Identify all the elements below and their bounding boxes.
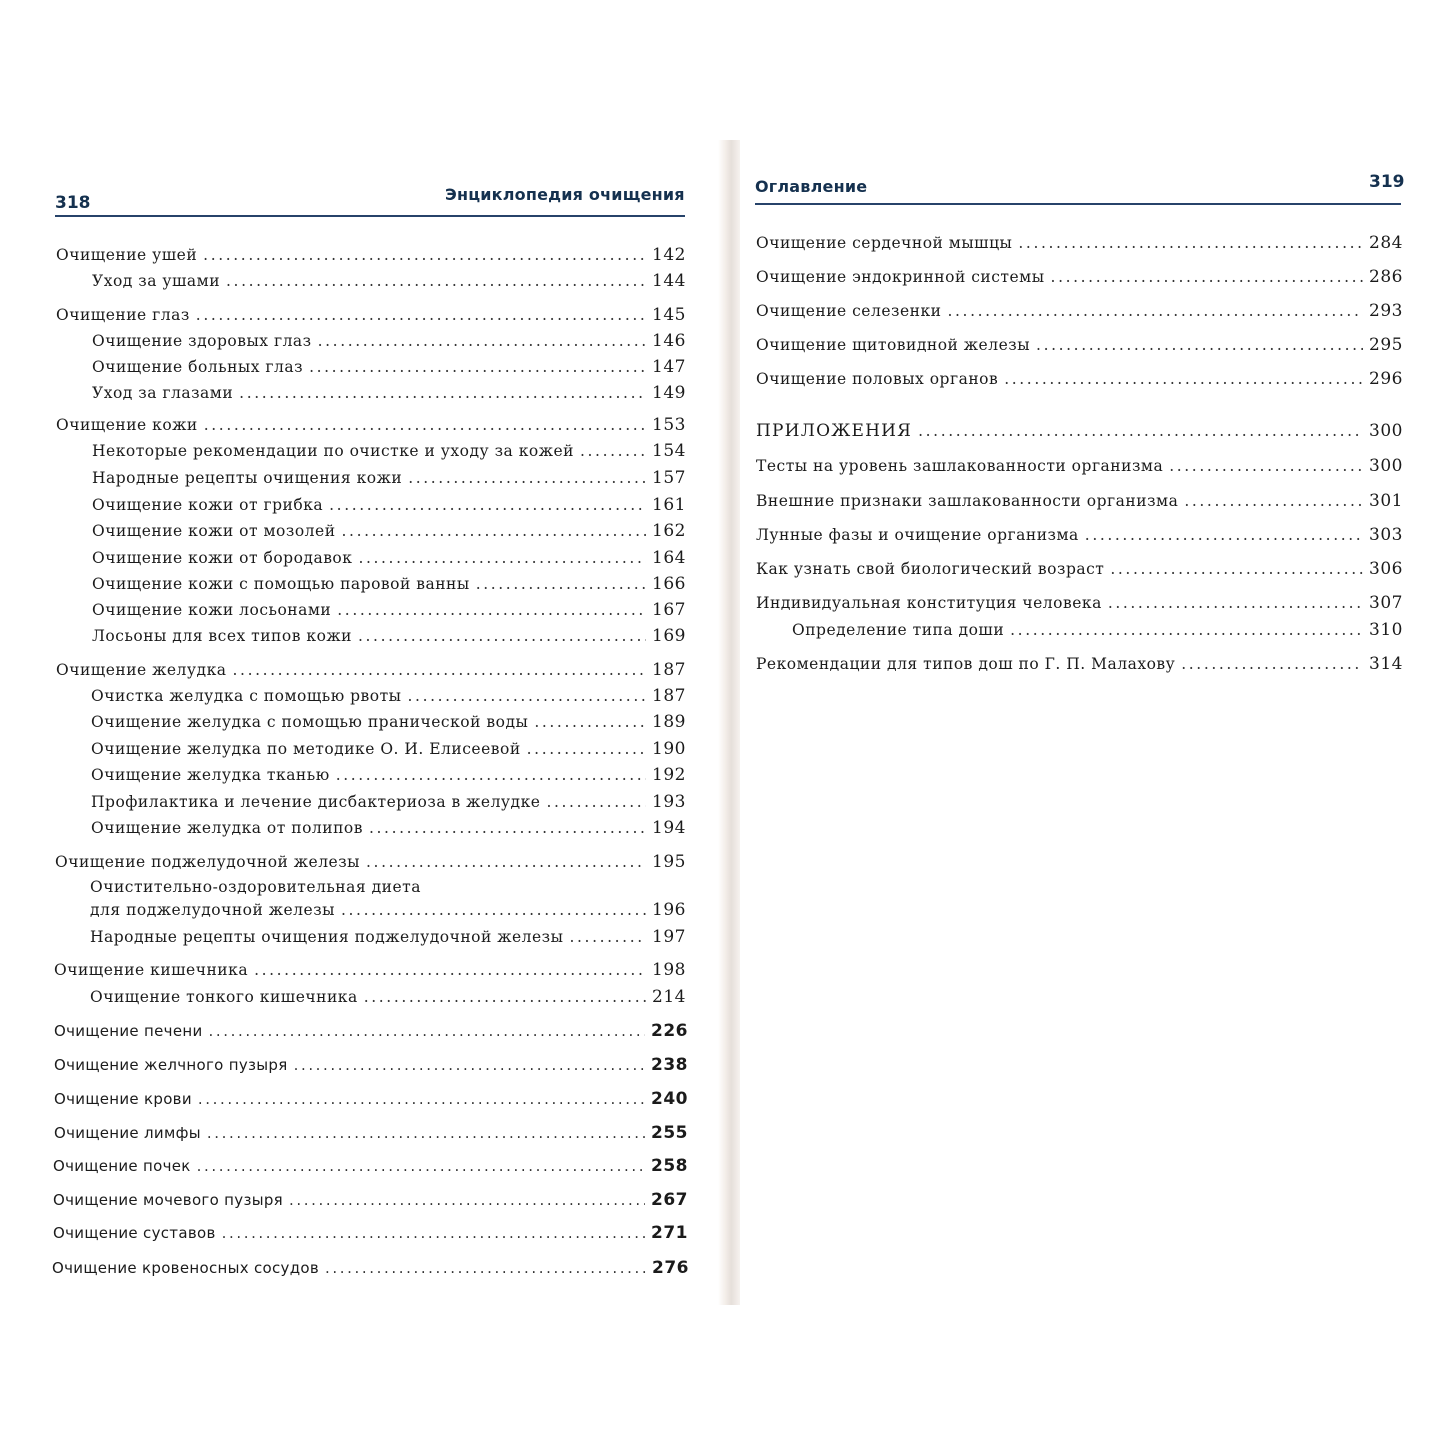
toc-entry-page: 258: [651, 1156, 688, 1176]
toc-entry-title: Очищение ушей: [56, 246, 198, 264]
toc-entry-title: Очищение кожи от бородавок: [92, 549, 353, 567]
toc-entry-title: Очищение мочевого пузыря: [53, 1191, 284, 1209]
leader-dots: [1169, 457, 1363, 475]
toc-entry-page: 296: [1369, 369, 1403, 389]
leader-dots: [534, 713, 646, 731]
toc-entry[interactable]: [92, 357, 686, 377]
toc-entry[interactable]: [54, 1089, 688, 1109]
toc-entry[interactable]: [91, 712, 686, 732]
toc-entry-title: Очищение почек: [53, 1157, 191, 1175]
toc-entry-page: 197: [652, 927, 686, 947]
leader-dots: [369, 819, 646, 837]
toc-entry-page: 293: [1369, 301, 1403, 321]
leader-dots: [341, 901, 646, 919]
toc-entry[interactable]: [91, 792, 686, 812]
toc-entry[interactable]: [90, 987, 686, 1007]
toc-entry-title: Очищение кожи от грибка: [92, 496, 324, 514]
toc-entry-title: Очищение сердечной мышцы: [756, 234, 1013, 252]
leader-dots: [1110, 560, 1363, 578]
toc-entry-title: Очищение кишечника: [54, 961, 249, 979]
leader-dots: [233, 661, 647, 679]
toc-entry-title: Очищение желудка с помощью пранической воды: [91, 713, 529, 731]
toc-entry-page: 295: [1369, 335, 1403, 355]
leader-dots: [1010, 621, 1363, 639]
leader-dots: [239, 384, 646, 402]
right-page: [722, 0, 1445, 1445]
toc-entry-page: 146: [652, 331, 686, 351]
leader-dots: [336, 766, 646, 784]
leader-dots: [1036, 336, 1363, 354]
toc-entry-page: 142: [652, 245, 686, 265]
toc-entry[interactable]: [54, 960, 686, 980]
toc-entry-title: Очищение кожи от мозолей: [92, 522, 336, 540]
toc-entry[interactable]: [56, 415, 686, 435]
leader-dots: [204, 416, 646, 434]
toc-entry-page: 226: [651, 1021, 688, 1041]
toc-entry-page: 154: [652, 441, 686, 461]
toc-entry[interactable]: [91, 739, 686, 759]
leader-dots: [546, 793, 646, 811]
toc-entry-page: 147: [652, 357, 686, 377]
toc-entry-page: 167: [652, 600, 686, 620]
toc-entry-page: 190: [652, 739, 686, 759]
toc-entry-title: Как узнать свой биологический возраст: [756, 560, 1105, 578]
leader-dots: [569, 928, 646, 946]
toc-entry-page: 157: [652, 468, 686, 488]
toc-entry-title: Очищение больных глаз: [92, 358, 304, 376]
toc-entry-page: 144: [652, 271, 686, 291]
toc-entry-page: 267: [651, 1190, 688, 1210]
toc-entry-title: Очищение глаз: [56, 306, 190, 324]
leader-dots: [408, 687, 647, 705]
toc-entry[interactable]: [756, 267, 1403, 287]
toc-entry-title: Некоторые рекомендации по очистке и уходу за кожей: [92, 442, 574, 460]
leader-dots: [197, 1157, 645, 1175]
toc-entry-page: 310: [1369, 620, 1403, 640]
right-header-rule: [755, 203, 1401, 205]
toc-entry-title: Очищение желчного пузыря: [54, 1056, 288, 1074]
toc-entry[interactable]: [756, 335, 1403, 355]
toc-entry-page: 166: [652, 574, 686, 594]
leader-dots: [318, 332, 646, 350]
toc-entry-page: 187: [652, 660, 686, 680]
toc-entry-title: Уход за ушами: [92, 272, 221, 290]
leader-dots: [1018, 234, 1363, 252]
toc-entry[interactable]: [56, 660, 686, 680]
toc-entry-page: 286: [1369, 267, 1403, 287]
leader-dots: [222, 1224, 645, 1242]
toc-entry[interactable]: [92, 468, 686, 488]
leader-dots: [209, 1022, 645, 1040]
toc-entry[interactable]: [756, 233, 1403, 253]
toc-entry-title: Очищение тонкого кишечника: [90, 988, 358, 1006]
toc-entry[interactable]: [92, 331, 686, 351]
toc-entry[interactable]: [756, 369, 1403, 389]
toc-entry-page: 195: [652, 852, 686, 872]
toc-entry-title: Очищение кровеносных сосудов: [52, 1259, 320, 1277]
toc-entry-title: Очищение желудка по методике О. И. Елисеевой: [91, 740, 521, 758]
leader-dots: [476, 575, 646, 593]
toc-entry-title: Очищение кожи: [56, 416, 198, 434]
toc-entry-title: Определение типа доши: [792, 621, 1005, 639]
toc-entry-page: 149: [652, 383, 686, 403]
toc-entry[interactable]: [92, 600, 686, 620]
toc-entry[interactable]: [53, 1156, 688, 1176]
toc-entry[interactable]: [54, 1055, 688, 1075]
toc-entry-page: 189: [652, 712, 686, 732]
toc-entry-page: 193: [652, 792, 686, 812]
toc-entry-title: Очищение печени: [54, 1022, 203, 1040]
toc-entry-page: 301: [1369, 491, 1403, 511]
toc-entry[interactable]: [92, 441, 686, 461]
toc-entry-page: 300: [1369, 456, 1403, 476]
toc-entry[interactable]: [92, 626, 686, 646]
leader-dots: [1108, 594, 1363, 612]
toc-entry-title: Уход за глазами: [92, 384, 234, 402]
leader-dots: [325, 1259, 646, 1277]
toc-entry[interactable]: [91, 818, 686, 838]
toc-entry-page: 240: [651, 1089, 688, 1109]
toc-section-title: ПРИЛОЖЕНИЯ: [756, 421, 913, 441]
toc-entry-title: Очищение суставов: [53, 1224, 216, 1242]
toc-entry-page: 164: [652, 548, 686, 568]
toc-entry-page: 192: [652, 765, 686, 785]
toc-entry[interactable]: [756, 491, 1403, 511]
toc-entry[interactable]: [756, 654, 1403, 674]
leader-dots: [1051, 268, 1364, 286]
toc-entry-title: Очищение желудка: [56, 661, 227, 679]
toc-entry-section[interactable]: [756, 421, 1403, 441]
toc-entry-page: 214: [652, 987, 686, 1007]
toc-entry-title: Очистка желудка с помощью рвоты: [91, 687, 402, 705]
toc-entry-title: Очищение половых органов: [756, 370, 999, 388]
toc-entry[interactable]: [53, 1223, 688, 1243]
toc-entry-title: Очищение кожи лосьонами: [92, 601, 332, 619]
toc-entry[interactable]: [756, 559, 1403, 579]
toc-entry-title: Очищение желудка тканью: [91, 766, 330, 784]
toc-entry[interactable]: [756, 456, 1403, 476]
leader-dots: [408, 469, 646, 487]
toc-entry-page: 284: [1369, 233, 1403, 253]
toc-entry-page: 276: [652, 1258, 689, 1278]
toc-entry-title: для поджелудочной железы: [90, 901, 335, 919]
leader-dots: [1184, 492, 1363, 510]
toc-entry[interactable]: [92, 383, 686, 403]
toc-entry-page: 306: [1369, 559, 1403, 579]
toc-entry-title: Очищение желудка от полипов: [91, 819, 363, 837]
leader-dots: [364, 988, 646, 1006]
toc-entry-title: Внешние признаки зашлакованности организма: [756, 492, 1179, 510]
toc-entry-page: 300: [1369, 421, 1403, 441]
right-page-number: 319: [1369, 172, 1405, 192]
toc-entry[interactable]: [56, 305, 686, 325]
toc-entry[interactable]: [756, 301, 1403, 321]
toc-entry-page: 314: [1369, 654, 1403, 674]
toc-entry-page: 187: [652, 686, 686, 706]
toc-entry[interactable]: [52, 1258, 689, 1278]
toc-entry-title: Очищение селезенки: [756, 302, 942, 320]
left-header-rule: [55, 215, 685, 217]
toc-entry[interactable]: [92, 521, 686, 541]
toc-entry[interactable]: [91, 686, 686, 706]
toc-entry-page: 153: [652, 415, 686, 435]
toc-entry-page: 194: [652, 818, 686, 838]
toc-entry-title: Очищение крови: [54, 1090, 192, 1108]
toc-entry-page: 162: [652, 521, 686, 541]
toc-entry-title: Тесты на уровень зашлакованности организма: [756, 457, 1164, 475]
leader-dots: [198, 1090, 645, 1108]
toc-entry-page: 196: [652, 900, 686, 920]
toc-entry-title-line1: Очистительно-оздоровительная диета: [90, 878, 421, 896]
toc-entry-page: 303: [1369, 525, 1403, 545]
toc-entry[interactable]: [90, 927, 686, 947]
toc-entry[interactable]: [92, 574, 686, 594]
toc-entry-title: Очищение лимфы: [54, 1124, 201, 1142]
toc-entry-title: Народные рецепты очищения поджелудочной железы: [90, 928, 564, 946]
leader-dots: [203, 246, 646, 264]
leader-dots: [527, 740, 646, 758]
left-running-title: Энциклопедия очищения: [445, 185, 685, 204]
leader-dots: [337, 601, 646, 619]
leader-dots: [358, 549, 646, 567]
toc-entry-title: Профилактика и лечение дисбактериоза в желудке: [91, 793, 541, 811]
toc-entry[interactable]: [90, 900, 686, 920]
toc-entry[interactable]: [92, 495, 686, 515]
toc-entry-title: Очищение щитовидной железы: [756, 336, 1031, 354]
toc-entry-title: Индивидуальная конституция человека: [756, 594, 1102, 612]
leader-dots: [1085, 526, 1363, 544]
leader-dots: [329, 496, 646, 514]
leader-dots: [289, 1191, 645, 1209]
toc-entry[interactable]: [56, 245, 686, 265]
leader-dots: [918, 422, 1363, 440]
leader-dots: [196, 306, 646, 324]
toc-entry[interactable]: [92, 548, 686, 568]
toc-entry-page: 161: [652, 495, 686, 515]
toc-entry-page: 145: [652, 305, 686, 325]
leader-dots: [358, 627, 646, 645]
leader-dots: [947, 302, 1363, 320]
leader-dots: [1004, 370, 1363, 388]
toc-entry-page: 255: [651, 1123, 688, 1143]
toc-entry-page: 238: [651, 1055, 688, 1075]
leader-dots: [342, 522, 647, 540]
leader-dots: [1181, 655, 1363, 673]
leader-dots: [294, 1056, 645, 1074]
toc-entry[interactable]: [756, 525, 1403, 545]
leader-dots: [226, 272, 646, 290]
toc-entry[interactable]: [53, 1190, 688, 1210]
toc-entry-title: Рекомендации для типов дош по Г. П. Малахову: [756, 655, 1176, 673]
leader-dots: [309, 358, 646, 376]
leader-dots: [580, 442, 646, 460]
leader-dots: [366, 853, 646, 871]
right-running-title: Оглавление: [755, 177, 868, 196]
left-page-number: 318: [55, 193, 91, 213]
toc-entry-title: Лосьоны для всех типов кожи: [92, 627, 352, 645]
leader-dots: [254, 961, 646, 979]
toc-entry[interactable]: [54, 1021, 688, 1041]
toc-entry[interactable]: [91, 765, 686, 785]
toc-entry-title: Очищение поджелудочной железы: [55, 853, 361, 871]
toc-entry-title: Очищение эндокринной системы: [756, 268, 1045, 286]
toc-entry-page: 271: [651, 1223, 688, 1243]
left-page: [0, 0, 722, 1445]
toc-entry-page: 307: [1369, 593, 1403, 613]
toc-entry-title: Лунные фазы и очищение организма: [756, 526, 1079, 544]
toc-entry-title: Очищение здоровых глаз: [92, 332, 312, 350]
toc-entry[interactable]: [54, 1123, 688, 1143]
leader-dots: [207, 1124, 645, 1142]
toc-entry[interactable]: [92, 271, 686, 291]
toc-entry-title: Народные рецепты очищения кожи: [92, 469, 403, 487]
toc-entry[interactable]: [756, 593, 1403, 613]
toc-entry-title: Очищение кожи с помощью паровой ванны: [92, 575, 470, 593]
toc-entry-page: 169: [652, 626, 686, 646]
toc-entry[interactable]: [55, 852, 686, 872]
toc-entry-page: 198: [652, 960, 686, 980]
toc-entry[interactable]: [792, 620, 1403, 640]
